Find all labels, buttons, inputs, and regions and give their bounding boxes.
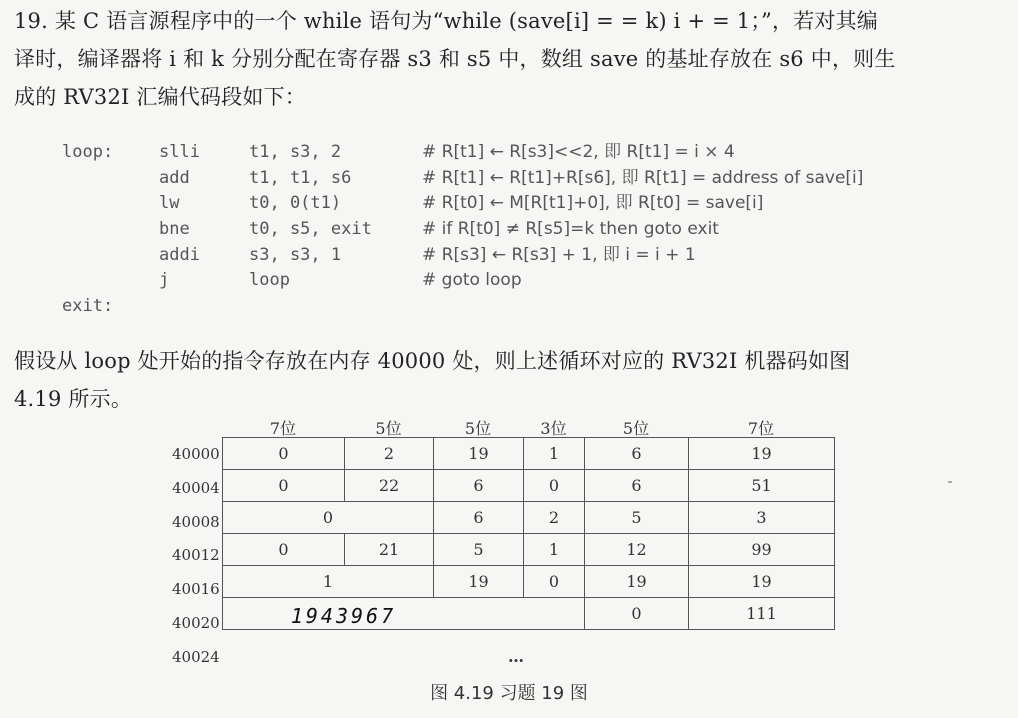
field-text: 22 [378,476,400,495]
problem-paragraph [14,2,896,116]
field-text: 111 [746,604,777,623]
field-text: 99 [751,540,772,559]
field-value [223,534,345,566]
field-text: 1 [548,540,560,559]
paragraph-line: 19. 某 C 语言源程序中的一个 while 语句为“while (save[i] = = k) i + = 1；”，若对其编 [14,9,878,33]
memory-address: 40016 [172,580,220,599]
paragraph-line: 译时，编译器将 i 和 k 分别分配在寄存器 s3 和 s5 中，数组 save 的基址存放在 s6 中，则生 [14,47,896,71]
code-opcode: bne [159,219,190,240]
field-value [585,598,689,630]
field-text: 1 [322,572,334,591]
field-text: 21 [378,540,400,559]
field-value [585,566,689,598]
code-opcode: j [159,270,170,291]
instruction-row [223,502,835,534]
field-text: 5 [631,508,642,527]
field-text: 19 [468,444,489,463]
field-text: 2 [383,444,395,463]
field-value [689,534,835,566]
field-text: 6 [631,476,642,495]
field-text: 2 [548,508,560,527]
field-value [345,534,434,566]
field-value [223,438,345,470]
field-value [689,470,835,502]
field-text: 0 [278,476,289,495]
paragraph-line: 4.19 所示。 [14,387,133,411]
field-value [524,566,585,598]
field-text: 19 [751,444,772,463]
code-comment: # R[t0] ← M[R[t1]+0], 即 R[t0] = save[i] [422,193,764,214]
instruction-row [223,470,835,502]
field-text: 0 [548,572,560,591]
code-comment: # R[s3] ← R[s3] + 1, 即 i = i + 1 [422,244,696,265]
bit-width-label: 7位 [269,419,297,438]
memory-address: 40004 [172,478,220,497]
field-text: 0 [278,540,289,559]
field-text: 1943967 [290,603,397,628]
field-text: 19 [626,572,647,591]
paragraph-line: 假设从 loop 处开始的指令存放在内存 40000 处，则上述循环对应的 RV32I 机器码如图 [14,349,851,373]
field-value [524,534,585,566]
figure-caption: 图 4.19 习题 19 图 [430,683,588,704]
bit-width-label: 3位 [540,419,567,438]
field-text: 0 [548,476,560,495]
field-value [585,438,689,470]
field-value [434,534,524,566]
field-text: 6 [473,476,484,495]
field-value [223,470,345,502]
memory-address: 40012 [172,546,220,565]
field-text: 5 [473,540,484,559]
memory-address: 40024 [172,647,220,666]
field-value [524,502,585,534]
field-value [345,438,434,470]
code-comment: # if R[t0] ≠ R[s5]=k then goto exit [422,219,719,240]
code-label: exit: [62,296,114,317]
field-value [524,438,585,470]
paragraph-line: 成的 RV32I 汇编代码段如下： [14,85,306,109]
memory-address: 40020 [172,613,220,632]
field-text: 12 [626,540,647,559]
bit-width-label: 5位 [622,419,650,438]
field-value [434,502,524,534]
field-value [223,502,434,534]
instruction-row [223,438,835,470]
code-operands: t1, s3, 2 [249,142,342,162]
code-operands: t0, 0(t1) [249,193,342,214]
scan-speck [948,481,952,483]
field-value [434,438,524,470]
field-text: 0 [631,604,642,623]
field-text: 51 [751,476,772,495]
field-value [585,534,689,566]
code-comment: # R[t1] ← R[t1]+R[s6], 即 R[t1] = address of save[i] [422,167,864,188]
bit-width-label: 5位 [464,419,492,438]
field-value [223,566,434,598]
field-text: 1 [548,444,560,463]
field-text: 0 [322,508,334,527]
code-operands: t1, t1, s6 [249,167,352,188]
memory-address: 40008 [172,512,220,531]
code-operands: t0, s5, exit [249,219,372,240]
code-opcode: slli [159,142,200,162]
code-comment: # R[t1] ← R[s3]<<2, 即 R[t1] = i × 4 [422,142,735,162]
field-value [524,470,585,502]
field-value [689,438,835,470]
field-value [345,470,434,502]
code-opcode: lw [159,193,180,214]
code-opcode: add [159,167,190,188]
machine-code-table [222,437,835,630]
field-value [689,566,835,598]
code-operands: loop [249,270,290,291]
field-value [689,598,835,630]
ellipsis: … [508,647,525,666]
bit-width-label: 5位 [375,419,402,438]
field-value [585,470,689,502]
instruction-row [223,534,835,566]
field-value [434,470,524,502]
assumption-paragraph [14,342,850,418]
field-value [689,502,835,534]
instruction-row [223,566,835,598]
code-opcode: addi [159,244,200,265]
field-text: 0 [278,444,289,463]
field-text: 19 [751,572,772,591]
field-value [434,566,524,598]
handwritten-immediate [223,598,585,630]
field-text: 6 [473,508,484,527]
instruction-row [223,598,835,630]
code-operands: s3, s3, 1 [249,244,342,265]
field-text: 19 [468,572,489,591]
memory-address: 40000 [172,444,220,463]
field-value [585,502,689,534]
code-comment: # goto loop [422,270,522,291]
code-label: loop: [62,142,114,162]
bit-width-label: 7位 [747,419,775,438]
field-text: 6 [631,444,642,463]
field-text: 3 [756,508,767,527]
